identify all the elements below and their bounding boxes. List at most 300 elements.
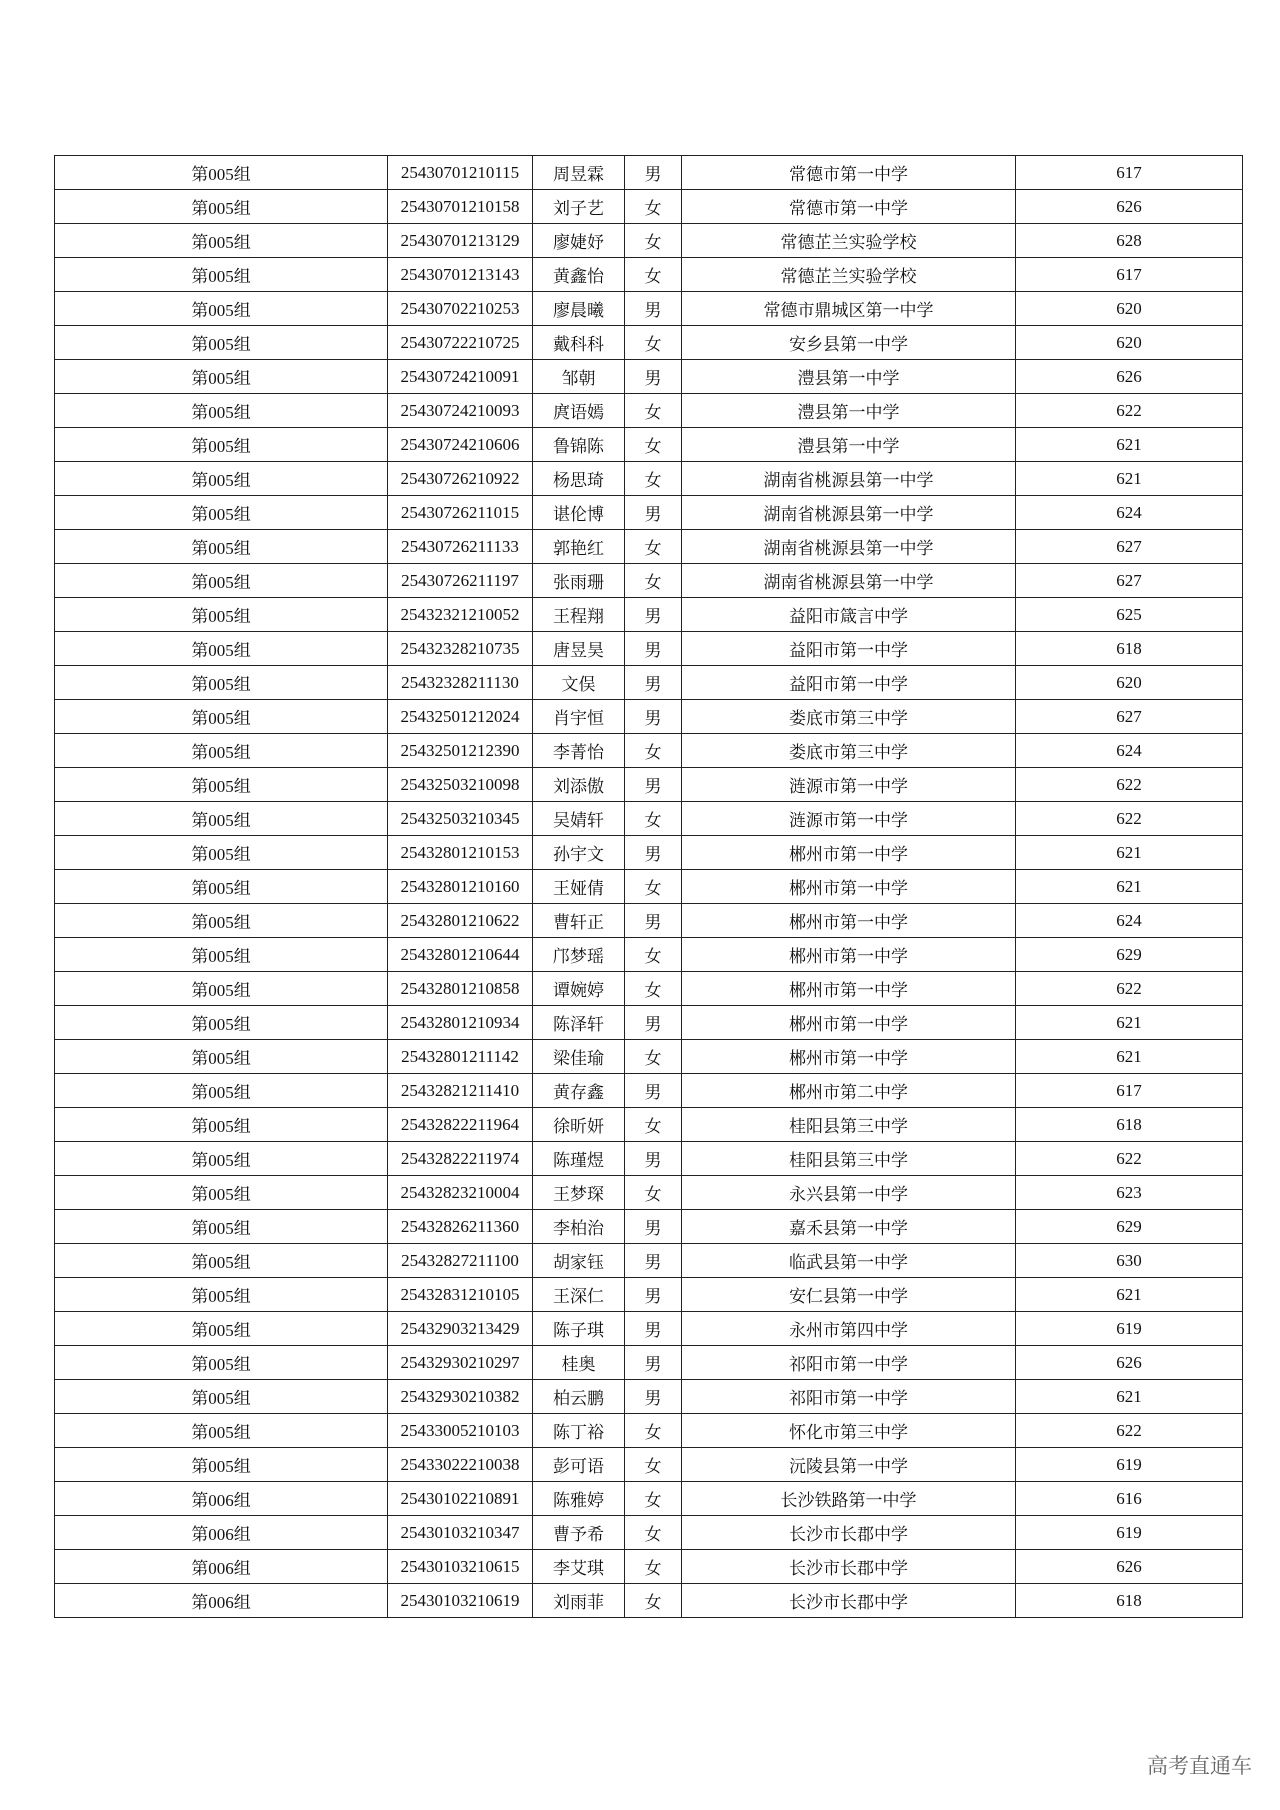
school-cell: 桂阳县第三中学 — [682, 1108, 1016, 1142]
gender-cell: 男 — [625, 1210, 682, 1244]
name-cell: 王梦琛 — [533, 1176, 625, 1210]
group-cell: 第005组 — [55, 1346, 388, 1380]
name-cell: 王程翔 — [533, 598, 625, 632]
score-cell: 622 — [1016, 802, 1243, 836]
table-row — [55, 258, 1243, 292]
group-cell: 第005组 — [55, 802, 388, 836]
group-cell: 第005组 — [55, 496, 388, 530]
table-row — [55, 632, 1243, 666]
school-cell: 娄底市第三中学 — [682, 700, 1016, 734]
score-cell: 626 — [1016, 1550, 1243, 1584]
school-cell: 安乡县第一中学 — [682, 326, 1016, 360]
name-cell: 陈丁裕 — [533, 1414, 625, 1448]
school-cell: 常德芷兰实验学校 — [682, 224, 1016, 258]
school-cell: 澧县第一中学 — [682, 394, 1016, 428]
gender-cell: 男 — [625, 1142, 682, 1176]
name-cell: 邹朝 — [533, 360, 625, 394]
gender-cell: 女 — [625, 326, 682, 360]
group-cell: 第005组 — [55, 1414, 388, 1448]
table-row — [55, 530, 1243, 564]
school-cell: 永兴县第一中学 — [682, 1176, 1016, 1210]
table-row — [55, 428, 1243, 462]
school-cell: 澧县第一中学 — [682, 428, 1016, 462]
table-row — [55, 1312, 1243, 1346]
exam-number-cell: 25432501212390 — [388, 734, 533, 768]
school-cell: 益阳市第一中学 — [682, 632, 1016, 666]
name-cell: 刘子艺 — [533, 190, 625, 224]
school-cell: 祁阳市第一中学 — [682, 1346, 1016, 1380]
exam-number-cell: 25432328210735 — [388, 632, 533, 666]
table-row — [55, 598, 1243, 632]
name-cell: 廖晨曦 — [533, 292, 625, 326]
score-cell: 619 — [1016, 1448, 1243, 1482]
table-row — [55, 564, 1243, 598]
school-cell: 长沙市长郡中学 — [682, 1516, 1016, 1550]
score-cell: 624 — [1016, 904, 1243, 938]
score-cell: 616 — [1016, 1482, 1243, 1516]
group-cell: 第005组 — [55, 632, 388, 666]
school-cell: 涟源市第一中学 — [682, 768, 1016, 802]
group-cell: 第005组 — [55, 666, 388, 700]
group-cell: 第005组 — [55, 1244, 388, 1278]
school-cell: 益阳市第一中学 — [682, 666, 1016, 700]
school-cell: 祁阳市第一中学 — [682, 1380, 1016, 1414]
table-row — [55, 1244, 1243, 1278]
score-cell: 622 — [1016, 1142, 1243, 1176]
gender-cell: 男 — [625, 292, 682, 326]
school-cell: 怀化市第三中学 — [682, 1414, 1016, 1448]
group-cell: 第005组 — [55, 938, 388, 972]
gender-cell: 男 — [625, 768, 682, 802]
name-cell: 胡家钰 — [533, 1244, 625, 1278]
school-cell: 常德市第一中学 — [682, 156, 1016, 190]
school-cell: 长沙铁路第一中学 — [682, 1482, 1016, 1516]
group-cell: 第005组 — [55, 156, 388, 190]
group-cell: 第005组 — [55, 394, 388, 428]
table-row — [55, 1584, 1243, 1618]
exam-number-cell: 25432822211964 — [388, 1108, 533, 1142]
gender-cell: 男 — [625, 632, 682, 666]
table-row — [55, 870, 1243, 904]
table-row — [55, 1414, 1243, 1448]
exam-number-cell: 25432831210105 — [388, 1278, 533, 1312]
score-cell: 625 — [1016, 598, 1243, 632]
school-cell: 澧县第一中学 — [682, 360, 1016, 394]
table-row — [55, 326, 1243, 360]
name-cell: 唐昱昊 — [533, 632, 625, 666]
school-cell: 郴州市第一中学 — [682, 938, 1016, 972]
gender-cell: 女 — [625, 224, 682, 258]
score-cell: 626 — [1016, 360, 1243, 394]
score-cell: 618 — [1016, 1108, 1243, 1142]
score-cell: 622 — [1016, 394, 1243, 428]
gender-cell: 女 — [625, 1176, 682, 1210]
score-cell: 624 — [1016, 734, 1243, 768]
exam-number-cell: 25430702210253 — [388, 292, 533, 326]
gender-cell: 女 — [625, 1414, 682, 1448]
score-cell: 622 — [1016, 972, 1243, 1006]
group-cell: 第005组 — [55, 1176, 388, 1210]
exam-number-cell: 25432501212024 — [388, 700, 533, 734]
exam-number-cell: 25430103210619 — [388, 1584, 533, 1618]
score-cell: 618 — [1016, 1584, 1243, 1618]
school-cell: 益阳市箴言中学 — [682, 598, 1016, 632]
gender-cell: 女 — [625, 802, 682, 836]
name-cell: 陈泽轩 — [533, 1006, 625, 1040]
table-row — [55, 972, 1243, 1006]
exam-number-cell: 25432801210934 — [388, 1006, 533, 1040]
group-cell: 第005组 — [55, 1312, 388, 1346]
gender-cell: 男 — [625, 1006, 682, 1040]
group-cell: 第005组 — [55, 700, 388, 734]
exam-number-cell: 25430722210725 — [388, 326, 533, 360]
score-cell: 622 — [1016, 1414, 1243, 1448]
exam-number-cell: 25432801210153 — [388, 836, 533, 870]
gender-cell: 女 — [625, 394, 682, 428]
exam-number-cell: 25433005210103 — [388, 1414, 533, 1448]
score-cell: 620 — [1016, 292, 1243, 326]
name-cell: 王娅倩 — [533, 870, 625, 904]
exam-number-cell: 25432930210297 — [388, 1346, 533, 1380]
score-cell: 621 — [1016, 1278, 1243, 1312]
gender-cell: 女 — [625, 428, 682, 462]
table-row — [55, 1380, 1243, 1414]
name-cell: 郭艳红 — [533, 530, 625, 564]
score-cell: 619 — [1016, 1312, 1243, 1346]
score-cell: 620 — [1016, 666, 1243, 700]
table-row — [55, 496, 1243, 530]
gender-cell: 男 — [625, 156, 682, 190]
group-cell: 第005组 — [55, 1074, 388, 1108]
group-cell: 第005组 — [55, 1278, 388, 1312]
name-cell: 杨思琦 — [533, 462, 625, 496]
name-cell: 谭婉婷 — [533, 972, 625, 1006]
table-row — [55, 292, 1243, 326]
exam-number-cell: 25432503210098 — [388, 768, 533, 802]
table-row — [55, 156, 1243, 190]
score-cell: 621 — [1016, 1380, 1243, 1414]
gender-cell: 女 — [625, 870, 682, 904]
gender-cell: 女 — [625, 462, 682, 496]
score-cell: 623 — [1016, 1176, 1243, 1210]
name-cell: 陈瑾煜 — [533, 1142, 625, 1176]
table-row — [55, 768, 1243, 802]
exam-number-cell: 25430701210115 — [388, 156, 533, 190]
score-cell: 621 — [1016, 870, 1243, 904]
gender-cell: 女 — [625, 564, 682, 598]
exam-number-cell: 25432801210160 — [388, 870, 533, 904]
score-cell: 629 — [1016, 938, 1243, 972]
table-row — [55, 938, 1243, 972]
table-row — [55, 666, 1243, 700]
exam-number-cell: 25430726211133 — [388, 530, 533, 564]
school-cell: 湖南省桃源县第一中学 — [682, 462, 1016, 496]
exam-number-cell: 25430103210615 — [388, 1550, 533, 1584]
name-cell: 廖婕妤 — [533, 224, 625, 258]
score-cell: 622 — [1016, 768, 1243, 802]
group-cell: 第005组 — [55, 1108, 388, 1142]
table-row — [55, 1278, 1243, 1312]
exam-number-cell: 25432328211130 — [388, 666, 533, 700]
score-cell: 619 — [1016, 1516, 1243, 1550]
exam-number-cell: 25430724210093 — [388, 394, 533, 428]
name-cell: 文俣 — [533, 666, 625, 700]
table-row — [55, 734, 1243, 768]
name-cell: 彭可语 — [533, 1448, 625, 1482]
exam-number-cell: 25432903213429 — [388, 1312, 533, 1346]
table-row — [55, 836, 1243, 870]
name-cell: 鲁锦陈 — [533, 428, 625, 462]
gender-cell: 男 — [625, 836, 682, 870]
school-cell: 长沙市长郡中学 — [682, 1584, 1016, 1618]
group-cell: 第005组 — [55, 734, 388, 768]
score-cell: 621 — [1016, 1006, 1243, 1040]
gender-cell: 女 — [625, 1550, 682, 1584]
gender-cell: 男 — [625, 1346, 682, 1380]
name-cell: 黄存鑫 — [533, 1074, 625, 1108]
name-cell: 庹语嫣 — [533, 394, 625, 428]
group-cell: 第005组 — [55, 768, 388, 802]
exam-number-cell: 25432321210052 — [388, 598, 533, 632]
table-row — [55, 1176, 1243, 1210]
school-cell: 娄底市第三中学 — [682, 734, 1016, 768]
group-cell: 第005组 — [55, 1006, 388, 1040]
gender-cell: 男 — [625, 1278, 682, 1312]
school-cell: 湖南省桃源县第一中学 — [682, 496, 1016, 530]
group-cell: 第005组 — [55, 1448, 388, 1482]
name-cell: 柏云鹏 — [533, 1380, 625, 1414]
gender-cell: 女 — [625, 938, 682, 972]
name-cell: 陈雅婷 — [533, 1482, 625, 1516]
group-cell: 第005组 — [55, 190, 388, 224]
group-cell: 第005组 — [55, 1142, 388, 1176]
table-row — [55, 700, 1243, 734]
table-row — [55, 1482, 1243, 1516]
name-cell: 桂奥 — [533, 1346, 625, 1380]
gender-cell: 男 — [625, 496, 682, 530]
gender-cell: 男 — [625, 360, 682, 394]
group-cell: 第005组 — [55, 1210, 388, 1244]
group-cell: 第005组 — [55, 292, 388, 326]
exam-number-cell: 25432823210004 — [388, 1176, 533, 1210]
name-cell: 周昱霖 — [533, 156, 625, 190]
gender-cell: 男 — [625, 700, 682, 734]
group-cell: 第005组 — [55, 326, 388, 360]
score-cell: 617 — [1016, 258, 1243, 292]
group-cell: 第006组 — [55, 1550, 388, 1584]
score-cell: 621 — [1016, 1040, 1243, 1074]
gender-cell: 女 — [625, 1448, 682, 1482]
exam-number-cell: 25432827211100 — [388, 1244, 533, 1278]
name-cell: 李艾琪 — [533, 1550, 625, 1584]
gender-cell: 女 — [625, 1108, 682, 1142]
school-cell: 郴州市第一中学 — [682, 870, 1016, 904]
name-cell: 王深仁 — [533, 1278, 625, 1312]
school-cell: 安仁县第一中学 — [682, 1278, 1016, 1312]
name-cell: 刘添傲 — [533, 768, 625, 802]
score-cell: 620 — [1016, 326, 1243, 360]
name-cell: 刘雨菲 — [533, 1584, 625, 1618]
name-cell: 曹予希 — [533, 1516, 625, 1550]
table-row — [55, 1074, 1243, 1108]
exam-number-cell: 25432801210622 — [388, 904, 533, 938]
gender-cell: 男 — [625, 1312, 682, 1346]
school-cell: 郴州市第一中学 — [682, 904, 1016, 938]
gender-cell: 男 — [625, 1380, 682, 1414]
name-cell: 徐昕妍 — [533, 1108, 625, 1142]
gender-cell: 女 — [625, 190, 682, 224]
score-cell: 629 — [1016, 1210, 1243, 1244]
name-cell: 肖宇恒 — [533, 700, 625, 734]
exam-number-cell: 25430724210091 — [388, 360, 533, 394]
table-row — [55, 1346, 1243, 1380]
group-cell: 第005组 — [55, 836, 388, 870]
group-cell: 第005组 — [55, 428, 388, 462]
score-cell: 621 — [1016, 462, 1243, 496]
group-cell: 第005组 — [55, 564, 388, 598]
admission-list-table — [54, 155, 1243, 1618]
table-row — [55, 394, 1243, 428]
table-row — [55, 1550, 1243, 1584]
group-cell: 第005组 — [55, 360, 388, 394]
gender-cell: 女 — [625, 1040, 682, 1074]
table-row — [55, 904, 1243, 938]
name-cell: 梁佳瑜 — [533, 1040, 625, 1074]
exam-number-cell: 25430102210891 — [388, 1482, 533, 1516]
group-cell: 第005组 — [55, 258, 388, 292]
gender-cell: 女 — [625, 972, 682, 1006]
table-row — [55, 224, 1243, 258]
table-row — [55, 1448, 1243, 1482]
exam-number-cell: 25432503210345 — [388, 802, 533, 836]
group-cell: 第005组 — [55, 598, 388, 632]
exam-number-cell: 25433022210038 — [388, 1448, 533, 1482]
exam-number-cell: 25432826211360 — [388, 1210, 533, 1244]
gender-cell: 女 — [625, 1482, 682, 1516]
name-cell: 谌伦博 — [533, 496, 625, 530]
score-cell: 627 — [1016, 530, 1243, 564]
score-cell: 630 — [1016, 1244, 1243, 1278]
name-cell: 戴科科 — [533, 326, 625, 360]
group-cell: 第005组 — [55, 1040, 388, 1074]
gender-cell: 男 — [625, 1074, 682, 1108]
group-cell: 第005组 — [55, 1380, 388, 1414]
group-cell: 第006组 — [55, 1482, 388, 1516]
school-cell: 沅陵县第一中学 — [682, 1448, 1016, 1482]
exam-number-cell: 25430726210922 — [388, 462, 533, 496]
score-cell: 626 — [1016, 1346, 1243, 1380]
name-cell: 孙宇文 — [533, 836, 625, 870]
score-cell: 626 — [1016, 190, 1243, 224]
table-row — [55, 1006, 1243, 1040]
name-cell: 邝梦瑶 — [533, 938, 625, 972]
table-row — [55, 462, 1243, 496]
school-cell: 郴州市第一中学 — [682, 836, 1016, 870]
exam-number-cell: 25430103210347 — [388, 1516, 533, 1550]
score-cell: 617 — [1016, 1074, 1243, 1108]
name-cell: 张雨珊 — [533, 564, 625, 598]
school-cell: 桂阳县第三中学 — [682, 1142, 1016, 1176]
name-cell: 曹轩正 — [533, 904, 625, 938]
gender-cell: 男 — [625, 598, 682, 632]
school-cell: 湖南省桃源县第一中学 — [682, 564, 1016, 598]
school-cell: 嘉禾县第一中学 — [682, 1210, 1016, 1244]
group-cell: 第005组 — [55, 224, 388, 258]
school-cell: 长沙市长郡中学 — [682, 1550, 1016, 1584]
score-cell: 627 — [1016, 700, 1243, 734]
exam-number-cell: 25432801211142 — [388, 1040, 533, 1074]
gender-cell: 女 — [625, 530, 682, 564]
table-row — [55, 1040, 1243, 1074]
exam-number-cell: 25432801210858 — [388, 972, 533, 1006]
group-cell: 第005组 — [55, 870, 388, 904]
gender-cell: 男 — [625, 666, 682, 700]
table-row — [55, 1108, 1243, 1142]
score-cell: 617 — [1016, 156, 1243, 190]
name-cell: 吴婧轩 — [533, 802, 625, 836]
name-cell: 李菁怡 — [533, 734, 625, 768]
exam-number-cell: 25430701210158 — [388, 190, 533, 224]
table-row — [55, 1210, 1243, 1244]
gender-cell: 女 — [625, 1516, 682, 1550]
school-cell: 湖南省桃源县第一中学 — [682, 530, 1016, 564]
school-cell: 涟源市第一中学 — [682, 802, 1016, 836]
exam-number-cell: 25430701213143 — [388, 258, 533, 292]
school-cell: 常德市第一中学 — [682, 190, 1016, 224]
school-cell: 永州市第四中学 — [682, 1312, 1016, 1346]
school-cell: 郴州市第一中学 — [682, 1006, 1016, 1040]
score-cell: 621 — [1016, 428, 1243, 462]
name-cell: 陈子琪 — [533, 1312, 625, 1346]
table-row — [55, 1142, 1243, 1176]
exam-number-cell: 25430726211197 — [388, 564, 533, 598]
gender-cell: 女 — [625, 1584, 682, 1618]
group-cell: 第006组 — [55, 1516, 388, 1550]
score-cell: 621 — [1016, 836, 1243, 870]
school-cell: 临武县第一中学 — [682, 1244, 1016, 1278]
group-cell: 第005组 — [55, 530, 388, 564]
exam-number-cell: 25432930210382 — [388, 1380, 533, 1414]
score-cell: 624 — [1016, 496, 1243, 530]
name-cell: 李柏治 — [533, 1210, 625, 1244]
watermark: 高考直通车 — [1147, 1754, 1252, 1778]
exam-number-cell: 25432821211410 — [388, 1074, 533, 1108]
score-cell: 627 — [1016, 564, 1243, 598]
group-cell: 第005组 — [55, 904, 388, 938]
gender-cell: 男 — [625, 1244, 682, 1278]
table-row — [55, 1516, 1243, 1550]
table-row — [55, 190, 1243, 224]
gender-cell: 女 — [625, 734, 682, 768]
school-cell: 常德市鼎城区第一中学 — [682, 292, 1016, 326]
gender-cell: 男 — [625, 904, 682, 938]
group-cell: 第005组 — [55, 462, 388, 496]
name-cell: 黄鑫怡 — [533, 258, 625, 292]
table-row — [55, 802, 1243, 836]
school-cell: 郴州市第一中学 — [682, 1040, 1016, 1074]
exam-number-cell: 25430726211015 — [388, 496, 533, 530]
group-cell: 第006组 — [55, 1584, 388, 1618]
table-row — [55, 360, 1243, 394]
school-cell: 郴州市第二中学 — [682, 1074, 1016, 1108]
exam-number-cell: 25430724210606 — [388, 428, 533, 462]
school-cell: 郴州市第一中学 — [682, 972, 1016, 1006]
score-cell: 628 — [1016, 224, 1243, 258]
school-cell: 常德芷兰实验学校 — [682, 258, 1016, 292]
exam-number-cell: 25432822211974 — [388, 1142, 533, 1176]
score-cell: 618 — [1016, 632, 1243, 666]
group-cell: 第005组 — [55, 972, 388, 1006]
